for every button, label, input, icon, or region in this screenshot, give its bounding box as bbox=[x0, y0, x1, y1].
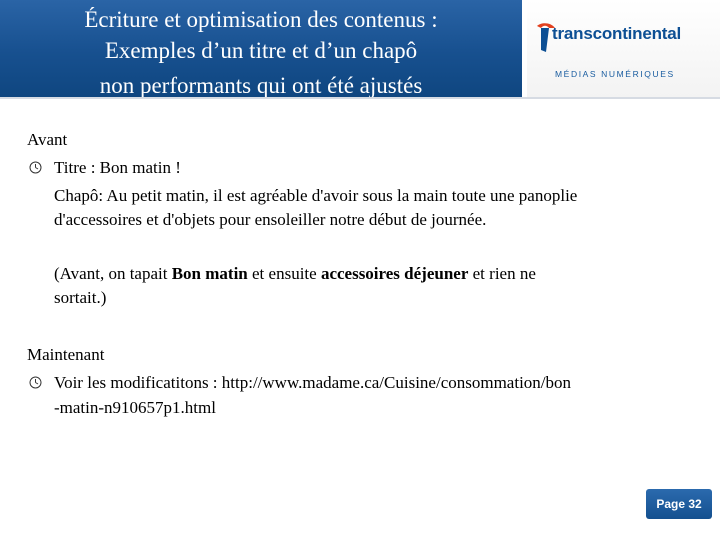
chapo-line-1: Chapô: Au petit matin, il est agréable d'avoir sous la main toute une panoplie bbox=[54, 186, 578, 205]
avant-note-line-1 bbox=[54, 261, 536, 287]
slide-title-line-3: non performants qui ont été ajustés bbox=[99, 73, 423, 97]
note-suffix: et rien ne bbox=[468, 264, 536, 283]
page-number-badge: Page 32 bbox=[646, 489, 712, 519]
slide-title-line-1: Écriture et optimisation des contenus : bbox=[84, 7, 438, 32]
note-keyword-2: accessoires déjeuner bbox=[320, 264, 469, 283]
modifications-line-1: Voir les modificatitons : http://www.madame.ca/Cuisine/consommation/bon bbox=[54, 373, 572, 392]
modifications-line-2: -matin-n910657p1.html bbox=[54, 398, 216, 417]
slide-title-line-2: Exemples d’un titre et d’un chapô bbox=[104, 38, 418, 63]
note-mid: et ensuite bbox=[247, 264, 321, 283]
avant-note-line-2: sortait.) bbox=[54, 288, 107, 307]
note-prefix: (Avant, on tapait bbox=[54, 264, 172, 283]
clock-bullet-icon bbox=[29, 161, 42, 174]
maintenant-heading: Maintenant bbox=[27, 345, 105, 364]
titre-bullet-text: Titre : Bon matin ! bbox=[54, 158, 181, 177]
clock-bullet-icon bbox=[29, 376, 42, 389]
note-keyword-1: Bon matin bbox=[171, 264, 248, 283]
logo-subtitle: MÉDIAS NUMÉRIQUES bbox=[555, 69, 675, 79]
chapo-line-2: d'accessoires et d'objets pour ensoleiller notre début de journée. bbox=[54, 210, 487, 229]
logo-wordmark: transcontinental bbox=[552, 24, 682, 43]
avant-heading: Avant bbox=[27, 130, 68, 149]
